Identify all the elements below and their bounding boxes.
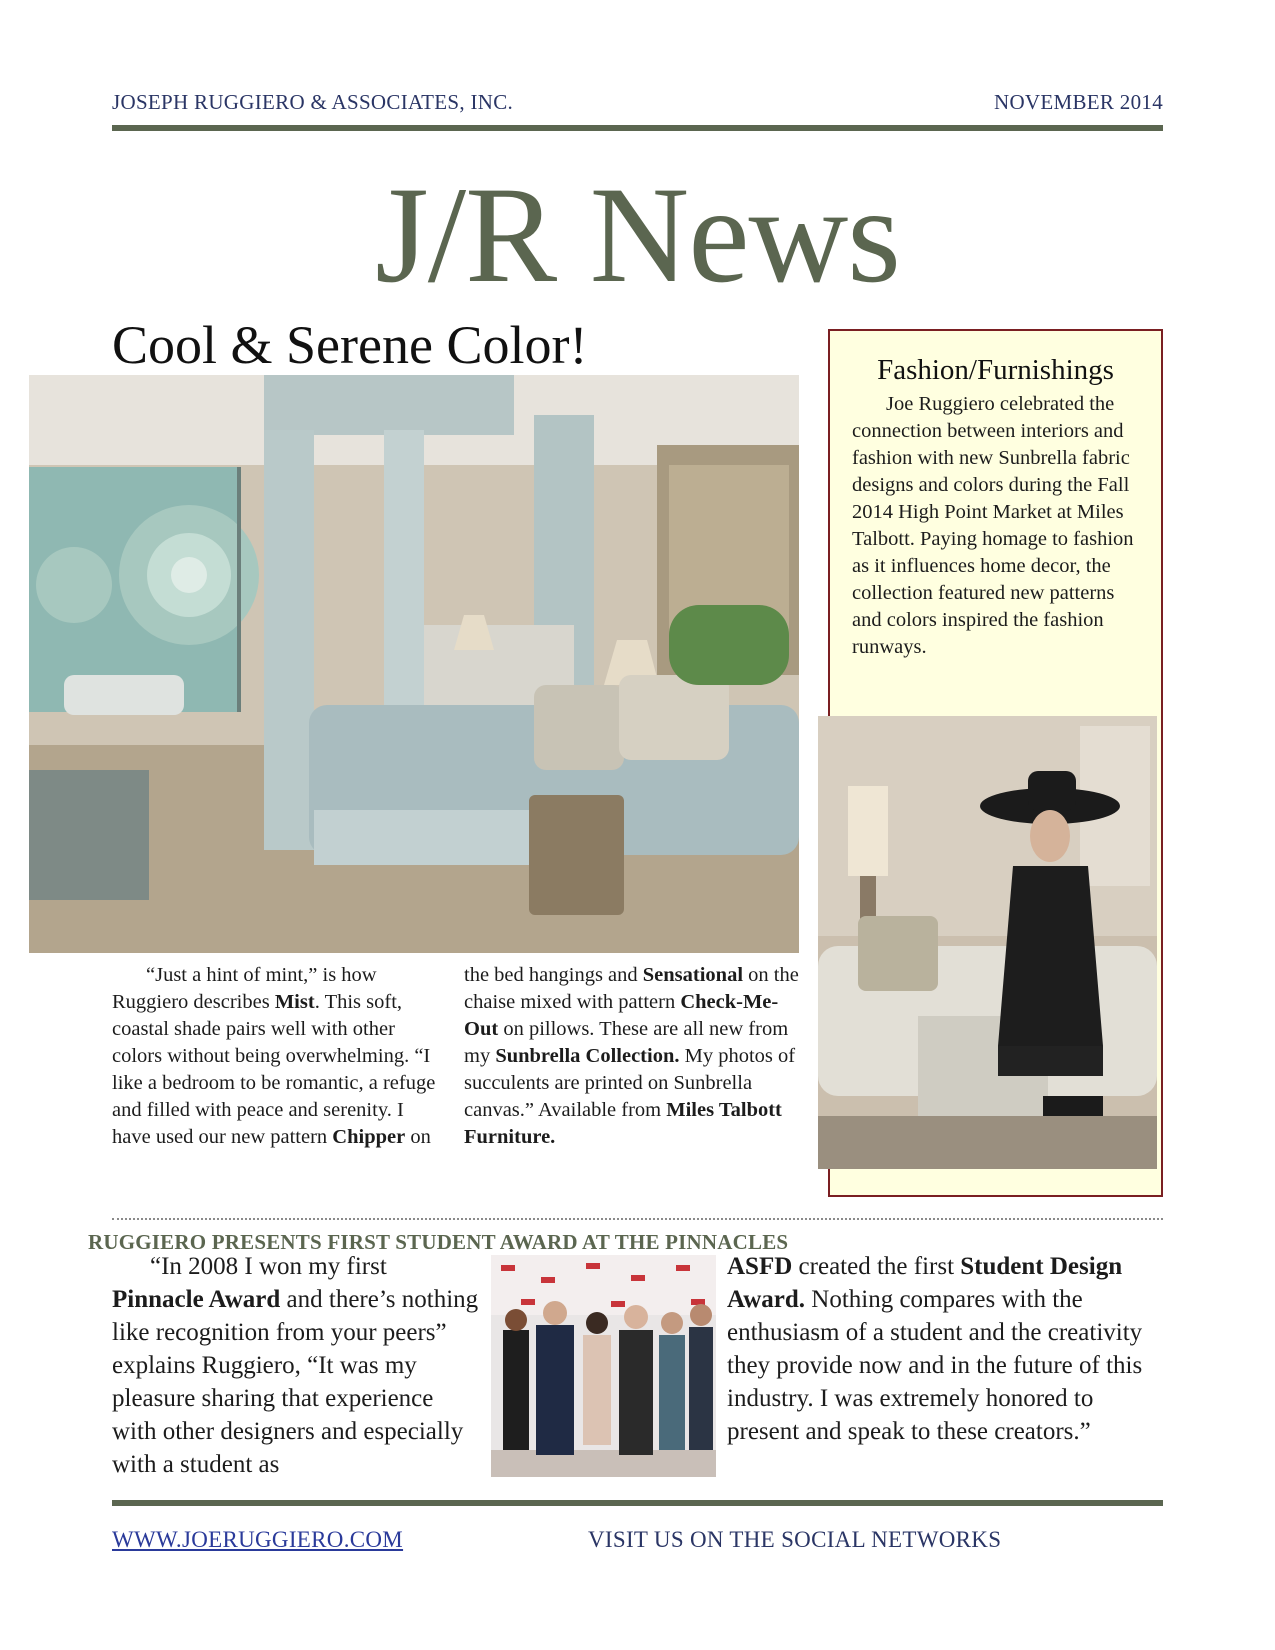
org-name-asfd: ASFD bbox=[727, 1253, 793, 1280]
award-column-left bbox=[112, 1250, 482, 1481]
issue-date: NOVEMBER 2014 bbox=[994, 90, 1163, 114]
award-text: created the first bbox=[792, 1253, 961, 1280]
article-headline: Cool & Serene Color! bbox=[112, 315, 588, 375]
bedroom-photo bbox=[29, 375, 799, 953]
award-group-photo bbox=[491, 1255, 716, 1477]
award-text: “In 2008 I won my first bbox=[150, 1253, 387, 1280]
article-text: My photos of succulents are printed on Sunbrella canvas.” Available from bbox=[464, 1045, 796, 1121]
article-column-2 bbox=[464, 962, 799, 1151]
company-name: JOSEPH RUGGIERO & ASSOCIATES, INC. bbox=[112, 90, 514, 114]
award-heading: RUGGIERO PRESENTS FIRST STUDENT AWARD AT THE PINNACLES bbox=[88, 1230, 789, 1254]
article-text: . This soft, coastal shade pairs well with other colors without being overwhelming. “I like a bedroom to be romantic, a refuge and filled with peace and serenity. I have used our new pattern bbox=[112, 991, 436, 1148]
article-text: on pillows. These are all new from my bbox=[464, 1018, 789, 1067]
pattern-name-sensational: Sensational bbox=[642, 964, 744, 986]
award-column-right bbox=[727, 1250, 1163, 1448]
sidebar-title: Fashion/Furnishings bbox=[877, 354, 1114, 386]
sidebar-text: Joe Ruggiero celebrated the connection between interiors and fashion with new Sunbrella fabric designs and colors during the Fall 2014 High Point Market at Miles Talbott. Paying homage to fashion as it influences home decor, the collection featured new patterns and colors inspired the fashion runways. bbox=[852, 393, 1134, 658]
award-name-student-design: Student Design Award. bbox=[727, 1253, 1123, 1313]
collection-name: Sunbrella Collection. bbox=[495, 1045, 680, 1067]
social-networks-text: VISIT US ON THE SOCIAL NETWORKS bbox=[588, 1527, 1002, 1552]
award-name-pinnacle: Pinnacle Award bbox=[112, 1286, 281, 1313]
website-link[interactable]: WWW.JOERUGGIERO.COM bbox=[112, 1527, 404, 1552]
retailer-name: Miles Talbott Furniture. bbox=[464, 1099, 782, 1148]
article-text: the bed hangings and bbox=[464, 964, 643, 986]
award-text: and there’s nothing like recognition from your peers” explains Ruggiero, “It was my pleasure sharing that experience with other designers and especially with a student as bbox=[112, 1286, 479, 1478]
award-text: Nothing compares with the enthusiasm of a student and the creativity they provide now and in the future of this industry. I was extremely honored to present and speak to these creators.” bbox=[727, 1286, 1143, 1445]
article-text: on bbox=[405, 1126, 431, 1148]
pattern-name-check-me-out: Check-Me-Out bbox=[464, 991, 779, 1040]
header-rule bbox=[112, 125, 1163, 131]
section-divider bbox=[112, 1218, 1163, 1220]
article-column-1 bbox=[112, 962, 442, 1151]
article-text: “Just a hint of mint,” is how Ruggiero describes bbox=[112, 964, 377, 1013]
sidebar-body bbox=[852, 391, 1148, 661]
masthead-title: J/R News bbox=[375, 158, 900, 311]
footer-rule bbox=[112, 1500, 1163, 1506]
article-text: on the chaise mixed with pattern bbox=[464, 964, 799, 1013]
pattern-name-mist: Mist bbox=[274, 991, 315, 1013]
pattern-name-chipper: Chipper bbox=[332, 1126, 406, 1148]
fashion-photo bbox=[818, 716, 1157, 1169]
